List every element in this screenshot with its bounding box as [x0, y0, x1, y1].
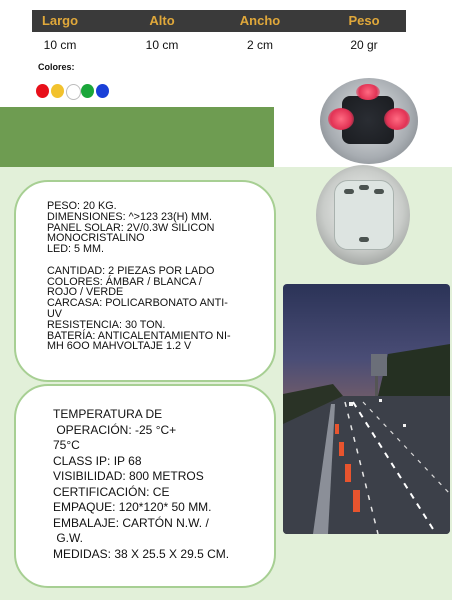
- red-led-glow: [384, 108, 410, 130]
- product-photo-led-marker: [320, 78, 418, 164]
- value-peso: 20 gr: [350, 38, 378, 52]
- road-illustration: [283, 284, 450, 534]
- color-swatch-dot: [36, 84, 49, 98]
- color-swatch-dot: [66, 84, 81, 100]
- spec-table-header: [32, 10, 406, 32]
- value-ancho: 2 cm: [246, 38, 273, 52]
- header-ancho: Ancho: [239, 13, 281, 28]
- value-alto: 10 cm: [145, 38, 179, 52]
- red-led-glow: [328, 108, 354, 130]
- spec-table-values: [32, 36, 406, 54]
- colors-label: Colores:: [38, 62, 75, 72]
- header-largo: Largo: [41, 13, 79, 28]
- marker-bump: [344, 189, 354, 194]
- marker-bump: [359, 185, 369, 190]
- spec-card-1-text: PESO: 20 KG. DIMENSIONES: ^>123 23(H) MM. PANEL SOLAR: 2V/0.3W SILICON MONOCRISTALINO LED: 5 MM. CANTIDAD: 2 PIEZAS POR LADO COLORES: ÁMBAR / BLANCA / ROJO / VERDE CARCASA: POLICARBONATO ANTI- UV RESISTENCIA: 30 TON. BATERÍA: ANTICALENTAMIENTO NI- MH 6OO MAHVOLTAJE 1.2 V: [47, 200, 231, 353]
- marker-bump: [359, 237, 369, 242]
- header-alto: Alto: [149, 13, 175, 28]
- red-led-glow: [356, 84, 380, 100]
- value-largo: 10 cm: [43, 38, 77, 52]
- header-peso: Peso: [348, 13, 380, 28]
- road-photo: [283, 284, 450, 534]
- color-swatch-dot: [96, 84, 109, 98]
- product-photo-marker-bottom: [316, 165, 410, 265]
- marker-bump: [374, 189, 384, 194]
- marker-body: [334, 180, 394, 250]
- color-swatch-dot: [81, 84, 94, 98]
- color-swatch-dot: [51, 84, 64, 98]
- spec-card-2-text: TEMPERATURA DE OPERACIÓN: -25 °C+ 75°C CLASS IP: IP 68 VISIBILIDAD: 800 METROS CERTIFICACIÓN: CE EMPAQUE: 120*120* 50 MM. EMBALAJE: CARTÓN N.W. / G.W. MEDIDAS: 38 X 25.5 X 29.5 CM.: [53, 407, 230, 561]
- green-banner: [0, 107, 274, 167]
